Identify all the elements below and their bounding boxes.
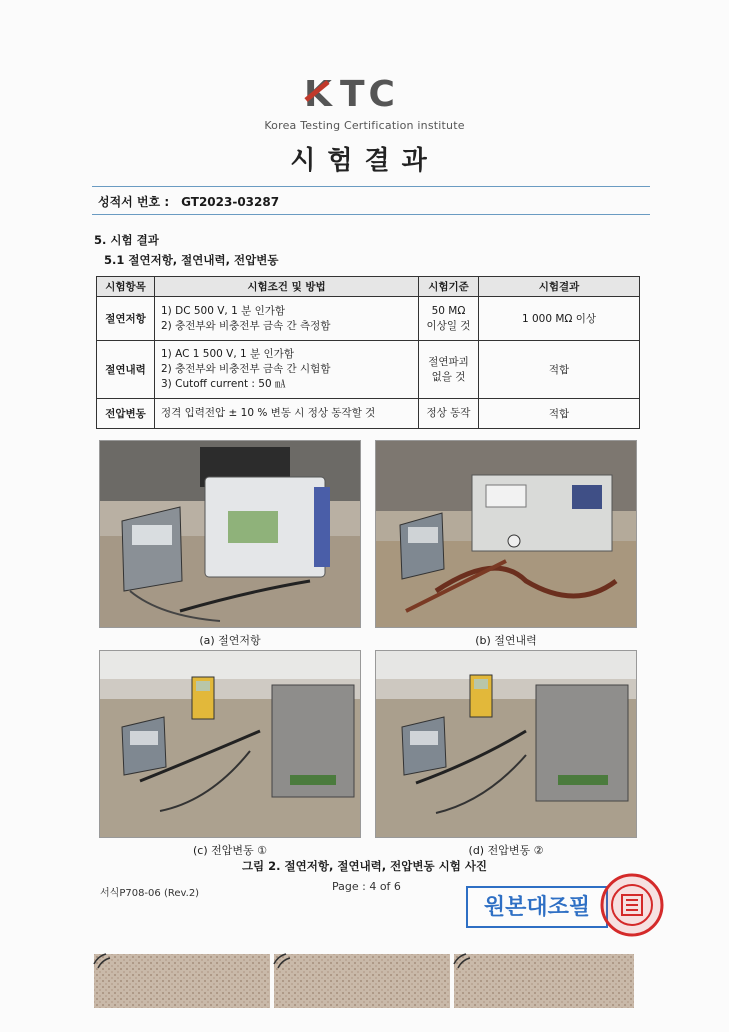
row-item: 절연저항 [97, 297, 155, 341]
criteria-line: 이상일 것 [426, 319, 471, 332]
section-heading: 5. 시험 결과 [94, 233, 159, 247]
official-seal-icon [598, 872, 666, 938]
header-criteria: 시험기준 [419, 277, 479, 297]
table-row [97, 297, 640, 341]
row-conditions [155, 297, 419, 341]
criteria-line: 정상 동작 [426, 407, 471, 419]
subsection-heading: 5.1 절연저항, 절연내력, 전압변동 [104, 253, 279, 267]
logo-letters-tc: TC [339, 74, 399, 112]
document-title: 시험결과 [290, 146, 439, 176]
ktc-logo-icon [300, 74, 430, 112]
certificate-number: GT2023-03287 [181, 195, 280, 209]
condition-line: 정격 입력전압 ± 10 % 변동 시 정상 동작할 것 [161, 407, 376, 419]
photo-voltage-variation-2 [375, 650, 637, 838]
condition-line: 3) Cutoff current : 50 ㎃ [161, 378, 286, 390]
header-result: 시험결과 [479, 277, 640, 297]
photo-insulation-resistance [99, 440, 361, 628]
security-pattern-strip [90, 950, 640, 1012]
header-rule-bottom [92, 214, 650, 215]
header-conditions: 시험조건 및 방법 [155, 277, 419, 297]
row-criteria [419, 399, 479, 429]
table-header-row [97, 277, 640, 297]
page-number: Page : 4 of 6 [332, 880, 401, 893]
dielectric-strength-test-photo [376, 441, 637, 628]
table-row [97, 341, 640, 399]
row-conditions [155, 399, 419, 429]
criteria-line: 없을 것 [431, 370, 466, 383]
photo-dielectric-strength [375, 440, 637, 628]
row-item: 전압변동 [97, 399, 155, 429]
header-rule [92, 186, 650, 187]
figure-caption: 그림 2. 절연저항, 절연내력, 전압변동 시험 사진 [241, 859, 488, 873]
logo-letter-k: K [303, 74, 336, 112]
certificate-number-row [98, 193, 279, 210]
header-item: 시험항목 [97, 277, 155, 297]
insulation-resistance-test-photo [100, 441, 361, 628]
table-row [97, 399, 640, 429]
row-item: 절연내력 [97, 341, 155, 399]
original-copy-stamp: 원본대조필 [466, 886, 608, 928]
results-table [96, 276, 640, 429]
row-criteria [419, 297, 479, 341]
condition-line: 2) 충전부와 비충전부 금속 간 시험함 [161, 363, 331, 375]
row-result: 적합 [479, 399, 640, 429]
photo-caption: (a) 절연저항 [199, 634, 261, 647]
condition-line: 1) AC 1 500 V, 1 분 인가함 [161, 348, 294, 360]
certificate-label: 성적서 번호 : [98, 195, 170, 209]
voltage-variation-test-photo [376, 651, 637, 838]
ktc-logo [0, 74, 729, 132]
photo-caption: (c) 전압변동 ① [193, 844, 267, 857]
photo-voltage-variation-1 [99, 650, 361, 838]
condition-line: 2) 충전부와 비충전부 금속 간 측정함 [161, 319, 331, 332]
photo-caption: (d) 전압변동 ② [468, 844, 544, 857]
criteria-line: 절연파괴 [428, 355, 469, 368]
criteria-line: 50 MΩ [431, 304, 466, 317]
row-result: 1 000 MΩ 이상 [479, 297, 640, 341]
photo-caption: (b) 절연내력 [475, 634, 537, 647]
row-result: 적합 [479, 341, 640, 399]
form-code: 서식P708-06 (Rev.2) [100, 888, 200, 899]
row-conditions [155, 341, 419, 399]
voltage-variation-test-photo [100, 651, 361, 838]
condition-line: 1) DC 500 V, 1 분 인가함 [161, 304, 286, 317]
row-criteria [419, 341, 479, 399]
logo-subtitle: Korea Testing Certification institute [264, 119, 465, 132]
logo-mark [0, 74, 729, 121]
